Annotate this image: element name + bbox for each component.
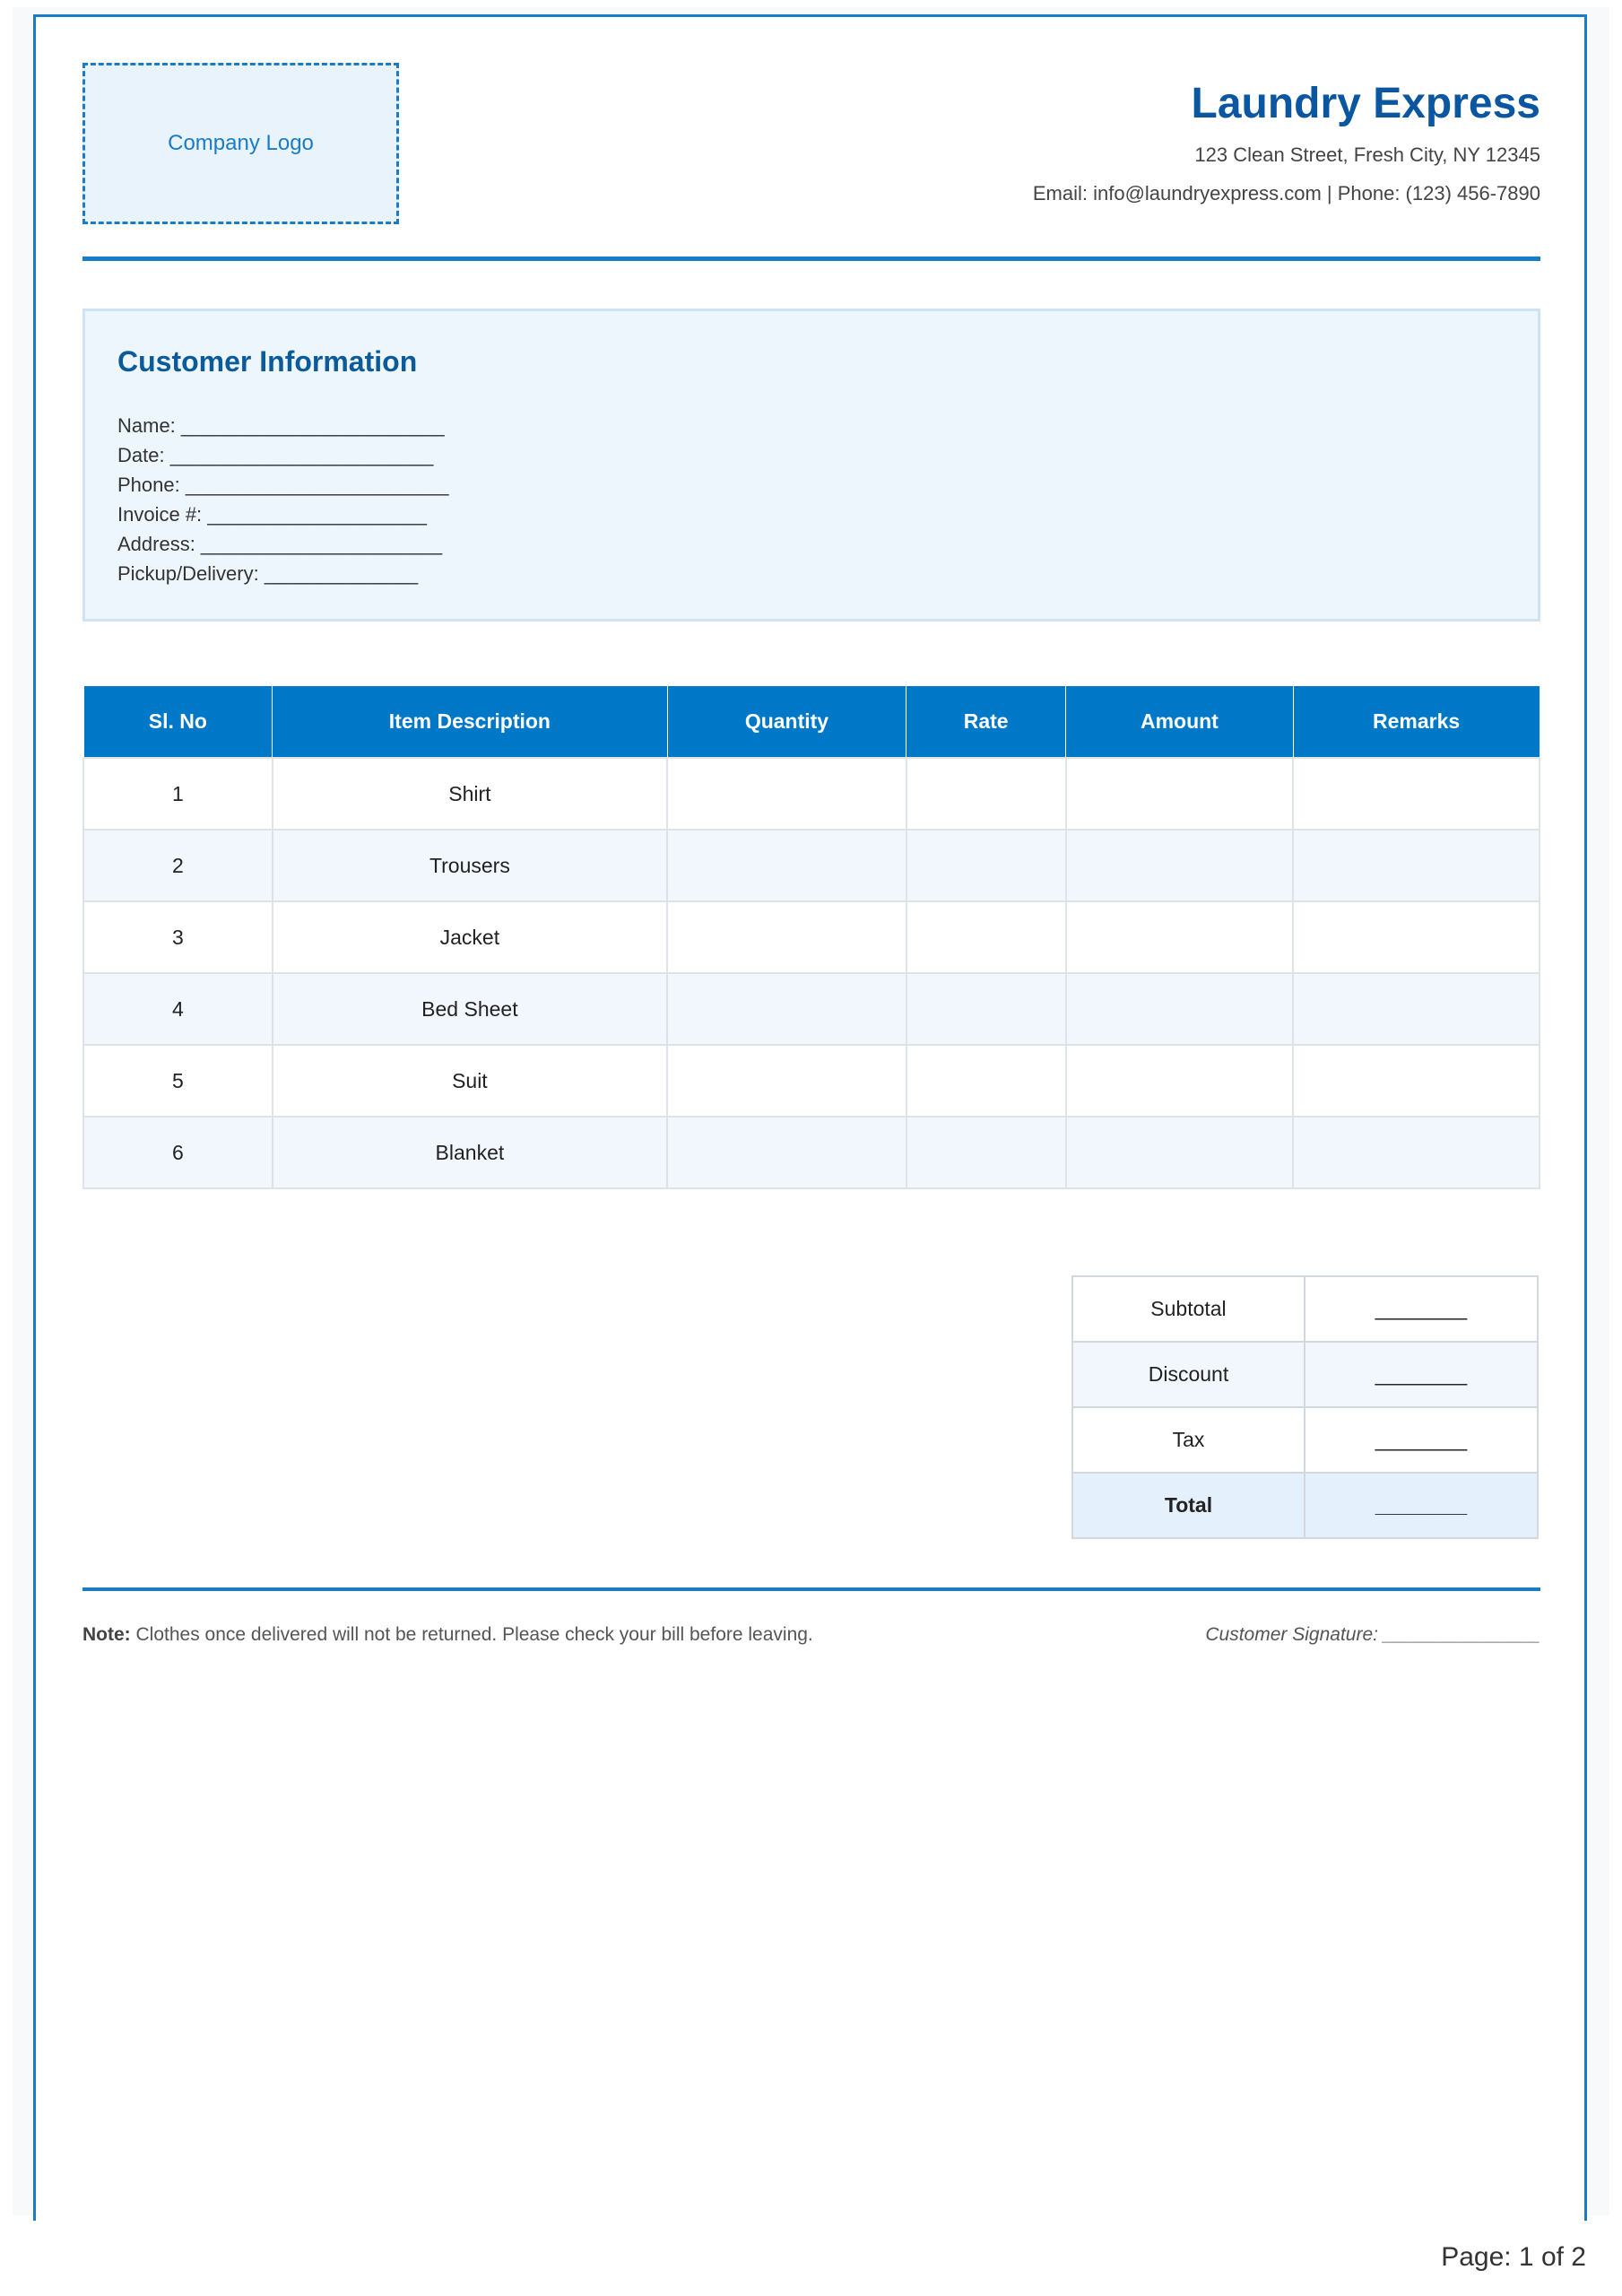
field-address: Address: ______________________	[117, 533, 443, 555]
cell-amount	[1066, 830, 1294, 901]
field-date: Date: ________________________	[117, 444, 434, 466]
totals-value: ________	[1305, 1407, 1538, 1473]
cell-remarks	[1293, 901, 1540, 973]
field-pickup-delivery: Pickup/Delivery: ______________	[117, 562, 419, 585]
table-row	[83, 1117, 1540, 1188]
cell-sl-no: 2	[83, 830, 273, 901]
company-contact: Email: info@laundryexpress.com | Phone: (123) 456-7890	[1032, 182, 1540, 204]
col-sl-no: Sl. No	[83, 686, 273, 759]
cell-item-description: Jacket	[273, 901, 667, 973]
totals-row	[1072, 1407, 1538, 1473]
totals-row	[1072, 1473, 1538, 1538]
cell-item-description: Blanket	[273, 1117, 667, 1188]
col-quantity: Quantity	[667, 686, 906, 759]
totals-label: Subtotal	[1072, 1276, 1305, 1342]
field-invoice: Invoice #: ____________________	[117, 503, 427, 526]
cell-remarks	[1293, 1117, 1540, 1188]
cell-quantity	[667, 1117, 906, 1188]
cell-amount	[1066, 973, 1294, 1045]
cell-sl-no: 4	[83, 973, 273, 1045]
col-amount: Amount	[1066, 686, 1294, 759]
table-row	[83, 758, 1540, 830]
table-row	[83, 830, 1540, 901]
cell-item-description: Bed Sheet	[273, 973, 667, 1045]
customer-signature: Customer Signature: _______________	[1205, 1624, 1540, 1645]
note-label: Note:	[82, 1624, 131, 1645]
cell-amount	[1066, 901, 1294, 973]
cell-rate	[906, 901, 1066, 973]
table-row	[83, 973, 1540, 1045]
field-phone: Phone: ________________________	[117, 474, 449, 496]
cell-sl-no: 6	[83, 1117, 273, 1188]
table-row	[83, 901, 1540, 973]
col-rate: Rate	[906, 686, 1066, 759]
cell-rate	[906, 973, 1066, 1045]
cell-amount	[1066, 758, 1294, 830]
customer-info-title: Customer Information	[117, 345, 418, 378]
totals-label: Discount	[1072, 1342, 1305, 1407]
totals-value: ________	[1305, 1473, 1538, 1538]
footer-note	[82, 1624, 813, 1646]
cell-remarks	[1293, 973, 1540, 1045]
col-remarks: Remarks	[1293, 686, 1540, 759]
cell-item-description: Trousers	[273, 830, 667, 901]
logo-text: Company Logo	[168, 131, 314, 155]
cell-rate	[906, 1117, 1066, 1188]
cell-amount	[1066, 1117, 1294, 1188]
table-row	[83, 1045, 1540, 1117]
company-logo-placeholder	[82, 63, 399, 224]
page-number: Page: 1 of 2	[1441, 2242, 1586, 2272]
field-name: Name: ________________________	[117, 414, 445, 437]
note-text: Clothes once delivered will not be returned. Please check your bill before leaving.	[130, 1624, 813, 1645]
cell-item-description: Suit	[273, 1045, 667, 1117]
footer-divider	[82, 1587, 1540, 1591]
company-address: 123 Clean Street, Fresh City, NY 12345	[1194, 144, 1540, 166]
cell-rate	[906, 758, 1066, 830]
cell-item-description: Shirt	[273, 758, 667, 830]
cell-sl-no: 1	[83, 758, 273, 830]
cell-quantity	[667, 758, 906, 830]
header-divider	[82, 257, 1540, 261]
cell-amount	[1066, 1045, 1294, 1117]
totals-value: ________	[1305, 1276, 1538, 1342]
cell-rate	[906, 1045, 1066, 1117]
totals-table	[1071, 1275, 1539, 1539]
cell-quantity	[667, 830, 906, 901]
cell-quantity	[667, 901, 906, 973]
totals-row	[1072, 1342, 1538, 1407]
cell-sl-no: 5	[83, 1045, 273, 1117]
cell-remarks	[1293, 1045, 1540, 1117]
cell-quantity	[667, 973, 906, 1045]
cell-rate	[906, 830, 1066, 901]
customer-info-section	[82, 309, 1540, 622]
company-name: Laundry Express	[1191, 80, 1540, 127]
items-table	[82, 685, 1540, 1189]
cell-remarks	[1293, 830, 1540, 901]
cell-quantity	[667, 1045, 906, 1117]
totals-label: Tax	[1072, 1407, 1305, 1473]
totals-row	[1072, 1276, 1538, 1342]
totals-label: Total	[1072, 1473, 1305, 1538]
totals-value: ________	[1305, 1342, 1538, 1407]
cell-remarks	[1293, 758, 1540, 830]
cell-sl-no: 3	[83, 901, 273, 973]
col-item-description: Item Description	[273, 686, 667, 759]
